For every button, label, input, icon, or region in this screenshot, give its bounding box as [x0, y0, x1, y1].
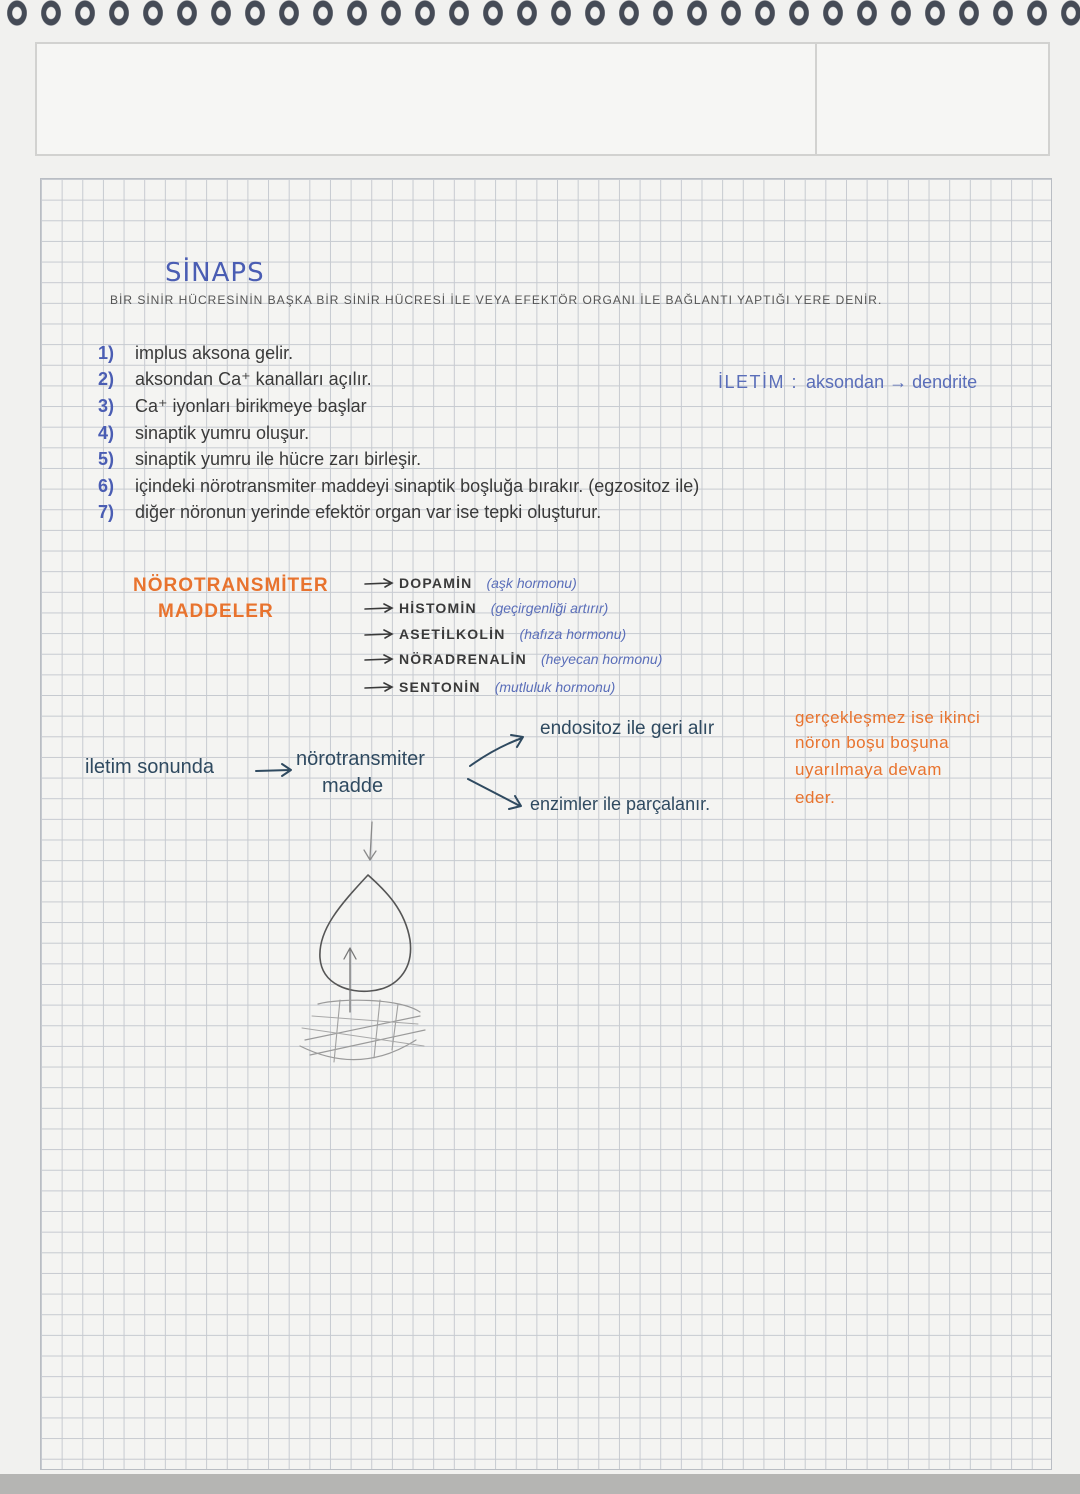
list-item: [98, 423, 309, 444]
transmission-note: [718, 372, 977, 393]
warning-note-line: eder.: [795, 788, 836, 807]
list-item: [98, 369, 372, 390]
neurotransmitter-note: (aşk hormonu): [486, 575, 577, 591]
warning-note-line: gerçekleşmez ise ikinci: [795, 708, 981, 727]
step-text: içindeki nörotransmiter maddeyi sinaptik boşluğa bırakır. (egzositoz ile): [135, 476, 700, 496]
neurotransmitter-heading-line2: MADDELER: [158, 601, 274, 622]
list-item: [98, 396, 367, 417]
neurotransmitter-note: (mutluluk hormonu): [494, 679, 616, 695]
header-divider: [815, 44, 817, 154]
neurotransmitter-item: [363, 651, 662, 667]
bottom-edge: [0, 1474, 1080, 1494]
arrow-right-icon: [363, 681, 395, 693]
neurotransmitter-item: [363, 575, 577, 591]
arrow-right-icon: [363, 577, 395, 589]
step-number: 3): [98, 396, 115, 416]
list-item: [98, 343, 293, 364]
list-item: [98, 502, 601, 523]
flow-subject-line1: nörotransmiter: [296, 748, 425, 770]
neurotransmitter-item: [363, 600, 608, 616]
transmission-label: İLETİM :: [718, 372, 799, 392]
neurotransmitter-note: (hafıza hormonu): [519, 626, 627, 642]
list-item: [98, 476, 699, 497]
step-number: 4): [98, 423, 115, 443]
step-text: sinaptik yumru ile hücre zarı birleşir.: [135, 449, 422, 469]
step-number: 1): [98, 343, 115, 363]
step-text: diğer nöronun yerinde efektör organ var ise tepki oluşturur.: [135, 502, 602, 522]
neurotransmitter-item: [363, 626, 626, 642]
flow-branch-enzymes: enzimler ile parçalanır.: [530, 794, 711, 814]
warning-note-line: uyarılmaya devam: [795, 760, 942, 779]
list-item: [98, 449, 421, 470]
step-number: 2): [98, 369, 115, 389]
transmission-text: aksondan → dendrite: [806, 372, 978, 392]
neurotransmitter-note: (geçirgenliği artırır): [490, 600, 609, 616]
arrow-right-icon: [363, 628, 395, 640]
step-number: 7): [98, 502, 115, 522]
neurotransmitter-name: HİSTOMİN: [399, 600, 477, 616]
neurotransmitter-name: ASETİLKOLİN: [399, 626, 506, 642]
arrow-right-icon: [363, 653, 395, 665]
page-title: SİNAPS: [165, 258, 265, 288]
spiral-binding: [0, 0, 1080, 32]
neurotransmitter-note: (heyecan hormonu): [540, 651, 663, 667]
flow-branch-endocytosis: endositoz ile geri alır: [540, 718, 715, 739]
flow-start: iletim sonunda: [85, 756, 214, 778]
step-text: aksondan Ca⁺ kanalları açılır.: [135, 369, 372, 389]
neurotransmitter-item: [363, 679, 615, 695]
neurotransmitter-name: DOPAMİN: [399, 575, 473, 591]
step-number: 5): [98, 449, 115, 469]
step-text: implus aksona gelir.: [135, 343, 294, 363]
neurotransmitter-name: NÖRADRENALİN: [399, 651, 527, 667]
flow-subject-line2: madde: [322, 775, 384, 797]
neurotransmitter-heading-line1: NÖROTRANSMİTER: [133, 575, 329, 596]
arrow-right-icon: [363, 602, 395, 614]
header-box: [35, 42, 1050, 156]
step-text: Ca⁺ iyonları birikmeye başlar: [135, 396, 367, 416]
synapse-definition: BİR SİNİR HÜCRESİNİN BAŞKA BİR SİNİR HÜCRESİ İLE VEYA EFEKTÖR ORGANI İLE BAĞLANTI YAPTIĞI YERE DENİR.: [110, 293, 883, 307]
neurotransmitter-name: SENTONİN: [399, 679, 481, 695]
step-text: sinaptik yumru oluşur.: [135, 423, 310, 443]
warning-note-line: nöron boşu boşuna: [795, 733, 950, 752]
step-number: 6): [98, 476, 115, 496]
